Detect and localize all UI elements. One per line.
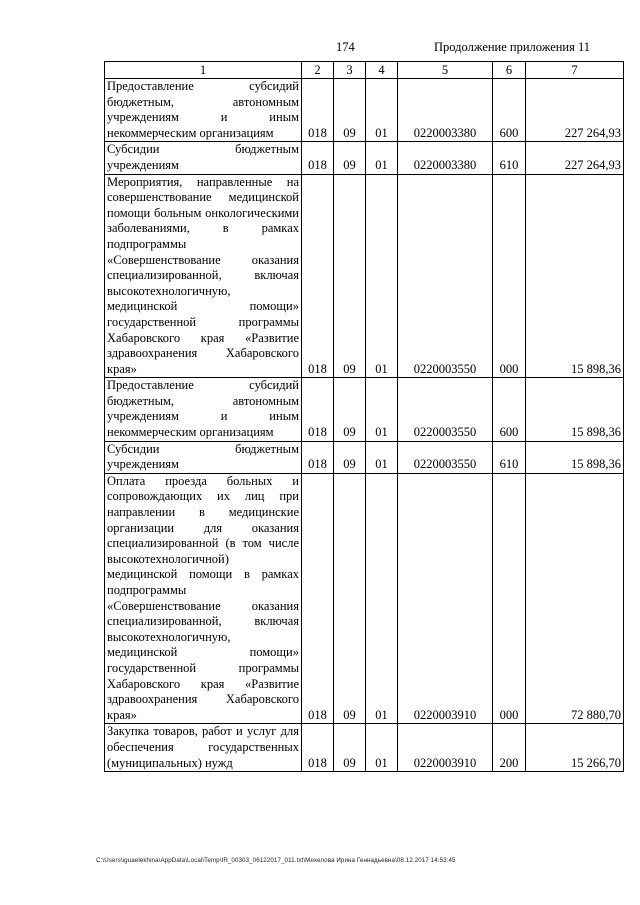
subsection-code: 01	[366, 378, 398, 441]
target-item-code: 0220003550	[398, 174, 493, 378]
ministry-code: 018	[302, 174, 334, 378]
budget-table	[104, 61, 624, 772]
row-description: Оплата проезда больных и сопровождающих их лиц при направлении в медицинские организации для оказания специализированной (в том числе высокотехнологичной) медицинской помощи в рамках подпрограммы «Совершенствование оказания специализированной, включая высокотехнологичную, медицинской помощи» государственной программы Хабаровского края «Развитие здравоохранения Хабаровского края»	[105, 473, 302, 724]
amount: 227 264,93	[526, 142, 624, 174]
continuation-label: Продолжение приложения 11	[434, 40, 591, 54]
expense-type-code: 610	[493, 441, 526, 473]
expense-type-code: 000	[493, 174, 526, 378]
expense-type-code: 600	[493, 378, 526, 441]
amount: 15 898,36	[526, 174, 624, 378]
row-description: Предоставление субсидий бюджетным, автономным учреждениям и иным некоммерческим организациям	[105, 378, 302, 441]
table-row	[105, 142, 624, 174]
subsection-code: 01	[366, 79, 398, 142]
page-number: 174	[336, 40, 355, 54]
column-number: 5	[398, 62, 493, 79]
expense-type-code: 000	[493, 473, 526, 724]
target-item-code: 0220003550	[398, 441, 493, 473]
column-number-row	[105, 62, 624, 79]
file-path-footer: C:\Users\iguaelekhina\AppData\Local\Temp\IR_00303_06122017_011.txt\Мехелова Ирина Геннадьевна\08.12.2017 14:53:45	[96, 857, 456, 864]
row-description: Мероприятия, направленные на совершенствование медицинской помощи больным онкологическими заболеваниями, в рамках подпрограммы «Совершенствование оказания специализированной, включая высокотехнологичную, медицинской помощи» государственной программы Хабаровского края «Развитие здравоохранения Хабаровского края»	[105, 174, 302, 378]
ministry-code: 018	[302, 724, 334, 772]
section-code: 09	[334, 142, 366, 174]
table-row	[105, 79, 624, 142]
expense-type-code: 200	[493, 724, 526, 772]
amount: 227 264,93	[526, 79, 624, 142]
subsection-code: 01	[366, 142, 398, 174]
table-row	[105, 378, 624, 441]
ministry-code: 018	[302, 473, 334, 724]
column-number: 1	[105, 62, 302, 79]
row-description: Субсидии бюджетным учреждениям	[105, 441, 302, 473]
subsection-code: 01	[366, 724, 398, 772]
section-code: 09	[334, 724, 366, 772]
table-row	[105, 441, 624, 473]
expense-type-code: 600	[493, 79, 526, 142]
section-code: 09	[334, 378, 366, 441]
column-number: 2	[302, 62, 334, 79]
amount: 15 898,36	[526, 441, 624, 473]
ministry-code: 018	[302, 79, 334, 142]
amount: 15 898,36	[526, 378, 624, 441]
target-item-code: 0220003550	[398, 378, 493, 441]
amount: 72 880,70	[526, 473, 624, 724]
row-description: Предоставление субсидий бюджетным, автономным учреждениям и иным некоммерческим организациям	[105, 79, 302, 142]
section-code: 09	[334, 79, 366, 142]
subsection-code: 01	[366, 174, 398, 378]
section-code: 09	[334, 174, 366, 378]
row-description: Закупка товаров, работ и услуг для обеспечения государственных (муниципальных) нужд	[105, 724, 302, 772]
section-code: 09	[334, 473, 366, 724]
ministry-code: 018	[302, 142, 334, 174]
column-number: 7	[526, 62, 624, 79]
target-item-code: 0220003910	[398, 724, 493, 772]
section-code: 09	[334, 441, 366, 473]
column-number: 6	[493, 62, 526, 79]
ministry-code: 018	[302, 441, 334, 473]
page-header	[0, 40, 640, 56]
row-description: Субсидии бюджетным учреждениям	[105, 142, 302, 174]
target-item-code: 0220003910	[398, 473, 493, 724]
target-item-code: 0220003380	[398, 142, 493, 174]
column-number: 4	[366, 62, 398, 79]
table-row	[105, 724, 624, 772]
table-row	[105, 473, 624, 724]
subsection-code: 01	[366, 441, 398, 473]
subsection-code: 01	[366, 473, 398, 724]
target-item-code: 0220003380	[398, 79, 493, 142]
column-number: 3	[334, 62, 366, 79]
table-row	[105, 174, 624, 378]
expense-type-code: 610	[493, 142, 526, 174]
amount: 15 266,70	[526, 724, 624, 772]
ministry-code: 018	[302, 378, 334, 441]
